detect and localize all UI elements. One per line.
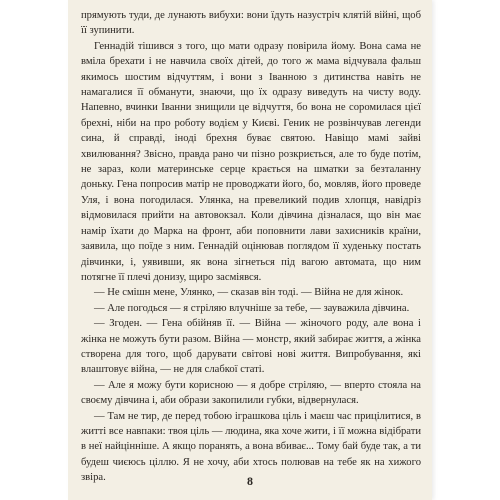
page-number: 8 <box>247 474 253 488</box>
paragraph: Геннадій тішився з того, що мати одразу повірила йому. Вона сама не вміла брехати і не навчила своїх дітей, до того ж мама відчувала фальш якимось шостим відчуттям, і вони з Іванною з дитинства навіть не намагалися її обманути, знаючи, що їх одразу виведуть на чисту воду. Напевно, вчинки Іванни знищили це відчуття, бо вона не соромилася цієї брехні, ніби на про роботу водієм у Києві. Геник не розвінчував легенди сина, й справді, іноді брехня буває святою. Навіщо мамі зайві хвилювання? Звісно, правда рано чи пізно розкриється, але то буде потім, не зараз, коли материнське серце крається на шматки за безталанну доньку. Гена попросив матір не проводжати його, бо, мовляв, його проведе Уля, і вона погодилася. Улянка, на превеликий подив хлопця, навідріз відмовилася прийти на автовокзал. Коли дівчина дізналася, що він має намір їхати до Марка на фронт, аби поповнити лави захисників країни, заявила, що поїде з ним. Геннадій оцінював поглядом її худеньку постать дівчинки, і, уявивши, як вона зігнеться під вагою автомата, що ним потягне її плечі донизу, щиро засміявся. <box>81 40 421 283</box>
paragraph: — Там не тир, де перед тобою іграшкова ціль і маєш час прицілитися, в житті все навпаки: твоя ціль — людина, яка хоче жити, і її можна відібрати в неї найцінніше. А якщо поранять, а вона вбиває... Тому бай буде так, а ти будеш чиєюсь ціллю. Я не хочу, аби хтось полював на тебе як на хижого звіра. <box>81 410 421 484</box>
paragraph: — Не смішн мене, Улянко, — сказав він тоді. — Війна не для жінок. <box>94 287 404 299</box>
paragraph: — Згоден. — Гена обійняв її. — Війна — жіночого роду, але вона і жінка не можуть бути разом. Війна — монстр, який забирає життя, а жінка створена для того, щоб дарувати світові нові життя. Випробування, які влаштовує війна, — не для слабкої статі. <box>81 318 421 376</box>
paragraph: — Але я можу бути корисною — я добре стріляю, — вперто стояла на своєму дівчина і, аби образи закопилили губки, відвернулася. <box>81 379 421 407</box>
paragraph: прямують туди, де лунають вибухи: вони їдуть назустріч клятій війні, щоб її зупинити. <box>81 10 421 37</box>
page-text <box>81 8 421 486</box>
paragraph: — Але погодься — я стріляю влучніше за тебе, — зауважила дівчина. <box>94 302 410 314</box>
book-page <box>68 0 432 500</box>
